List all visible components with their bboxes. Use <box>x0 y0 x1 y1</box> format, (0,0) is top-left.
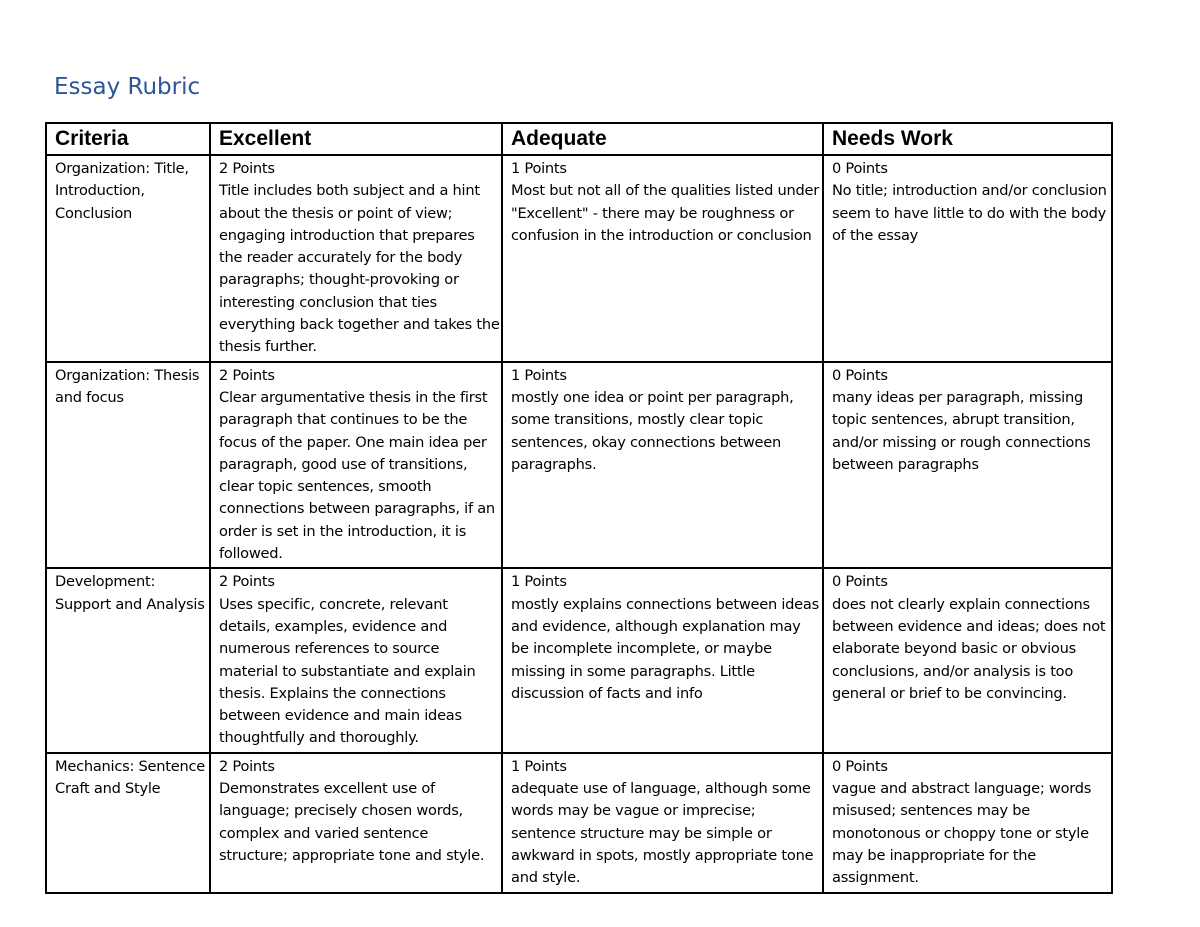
description-text: many ideas per paragraph, missing topic sentences, abrupt transition, and/or missing or rough connections between paragraphs <box>832 388 1091 473</box>
needs-work-cell <box>823 362 1112 569</box>
description-text: Uses specific, concrete, relevant details, examples, evidence and numerous references to source material to substantiate and explain thesis. Explains the connections between evidence and main ideas thoughtfully and thoroughly. <box>219 595 476 747</box>
needs-work-cell <box>823 753 1112 893</box>
description-text: No title; introduction and/or conclusion seem to have little to do with the body of the essay <box>832 182 1107 244</box>
excellent-cell <box>210 753 502 893</box>
criteria-label: Organization: Title, Introduction, Conclusion <box>55 160 189 222</box>
description-text: Demonstrates excellent use of language; precisely chosen words, complex and varied sentence structure; appropriate tone and style. <box>219 780 485 864</box>
adequate-cell <box>502 362 823 569</box>
description-text: Most but not all of the qualities listed under "Excellent" - there may be roughness or confusion in the introduction or conclusion <box>511 182 820 244</box>
criteria-cell <box>46 753 210 893</box>
description-text: Clear argumentative thesis in the first paragraph that continues to be the focus of the paper. One main idea per paragraph, good use of transitions, clear topic sentences, smooth connections between paragraphs, if an order is set in the introduction, it is followed. <box>219 388 495 563</box>
criteria-label: Development: Support and Analysis <box>55 573 205 613</box>
description-text: mostly one idea or point per paragraph, some transitions, mostly clear topic sentences, okay connections between paragraphs. <box>511 388 794 473</box>
points-label: 0 Points <box>832 757 888 775</box>
table-row <box>46 753 1112 893</box>
excellent-cell <box>210 155 502 362</box>
page-title: Essay Rubric <box>54 74 201 100</box>
adequate-cell <box>502 568 823 752</box>
points-label: 1 Points <box>511 757 567 775</box>
adequate-cell <box>502 155 823 362</box>
points-label: 1 Points <box>511 366 567 384</box>
description-text: does not clearly explain connections between evidence and ideas; does not elaborate beyond basic or obvious conclusions, and/or analysis is too general or brief to be convincing. <box>832 595 1106 702</box>
points-label: 0 Points <box>832 366 888 384</box>
table-row <box>46 155 1112 362</box>
points-label: 2 Points <box>219 573 275 591</box>
points-label: 1 Points <box>511 160 567 177</box>
excellent-cell <box>210 362 502 569</box>
needs-work-cell <box>823 155 1112 362</box>
criteria-label: Mechanics: Sentence Craft and Style <box>55 757 205 798</box>
criteria-cell <box>46 362 210 569</box>
excellent-cell <box>210 568 502 752</box>
rubric-table <box>45 122 1113 894</box>
column-header-needs-work: Needs Work <box>823 123 1112 155</box>
description-text: adequate use of language, although some words may be vague or imprecise; sentence structure may be simple or awkward in spots, mostly appropriate tone and style. <box>511 780 814 887</box>
points-label: 2 Points <box>219 757 275 775</box>
table-row <box>46 568 1112 752</box>
needs-work-cell <box>823 568 1112 752</box>
header-row <box>46 123 1112 155</box>
points-label: 2 Points <box>219 160 275 177</box>
description-text: mostly explains connections between ideas and evidence, although explanation may be incomplete incomplete, or maybe missing in some paragraphs. Little discussion of facts and info <box>511 595 819 702</box>
description-text: Title includes both subject and a hint about the thesis or point of view; engaging introduction that prepares the reader accurately for the body paragraphs; thought-provoking or interesting conclusion that ties everything back together and takes the thesis further. <box>219 182 500 356</box>
column-header-excellent: Excellent <box>210 123 502 155</box>
adequate-cell <box>502 753 823 893</box>
criteria-label: Organization: Thesis and focus <box>55 366 200 406</box>
criteria-cell <box>46 155 210 362</box>
column-header-criteria: Criteria <box>46 123 210 155</box>
column-header-adequate: Adequate <box>502 123 823 155</box>
points-label: 2 Points <box>219 366 275 384</box>
points-label: 1 Points <box>511 573 567 591</box>
description-text: vague and abstract language; words misused; sentences may be monotonous or choppy tone or style may be inappropriate for the assignment. <box>832 780 1092 887</box>
criteria-cell <box>46 568 210 752</box>
points-label: 0 Points <box>832 573 888 591</box>
points-label: 0 Points <box>832 160 888 177</box>
table-row <box>46 362 1112 569</box>
